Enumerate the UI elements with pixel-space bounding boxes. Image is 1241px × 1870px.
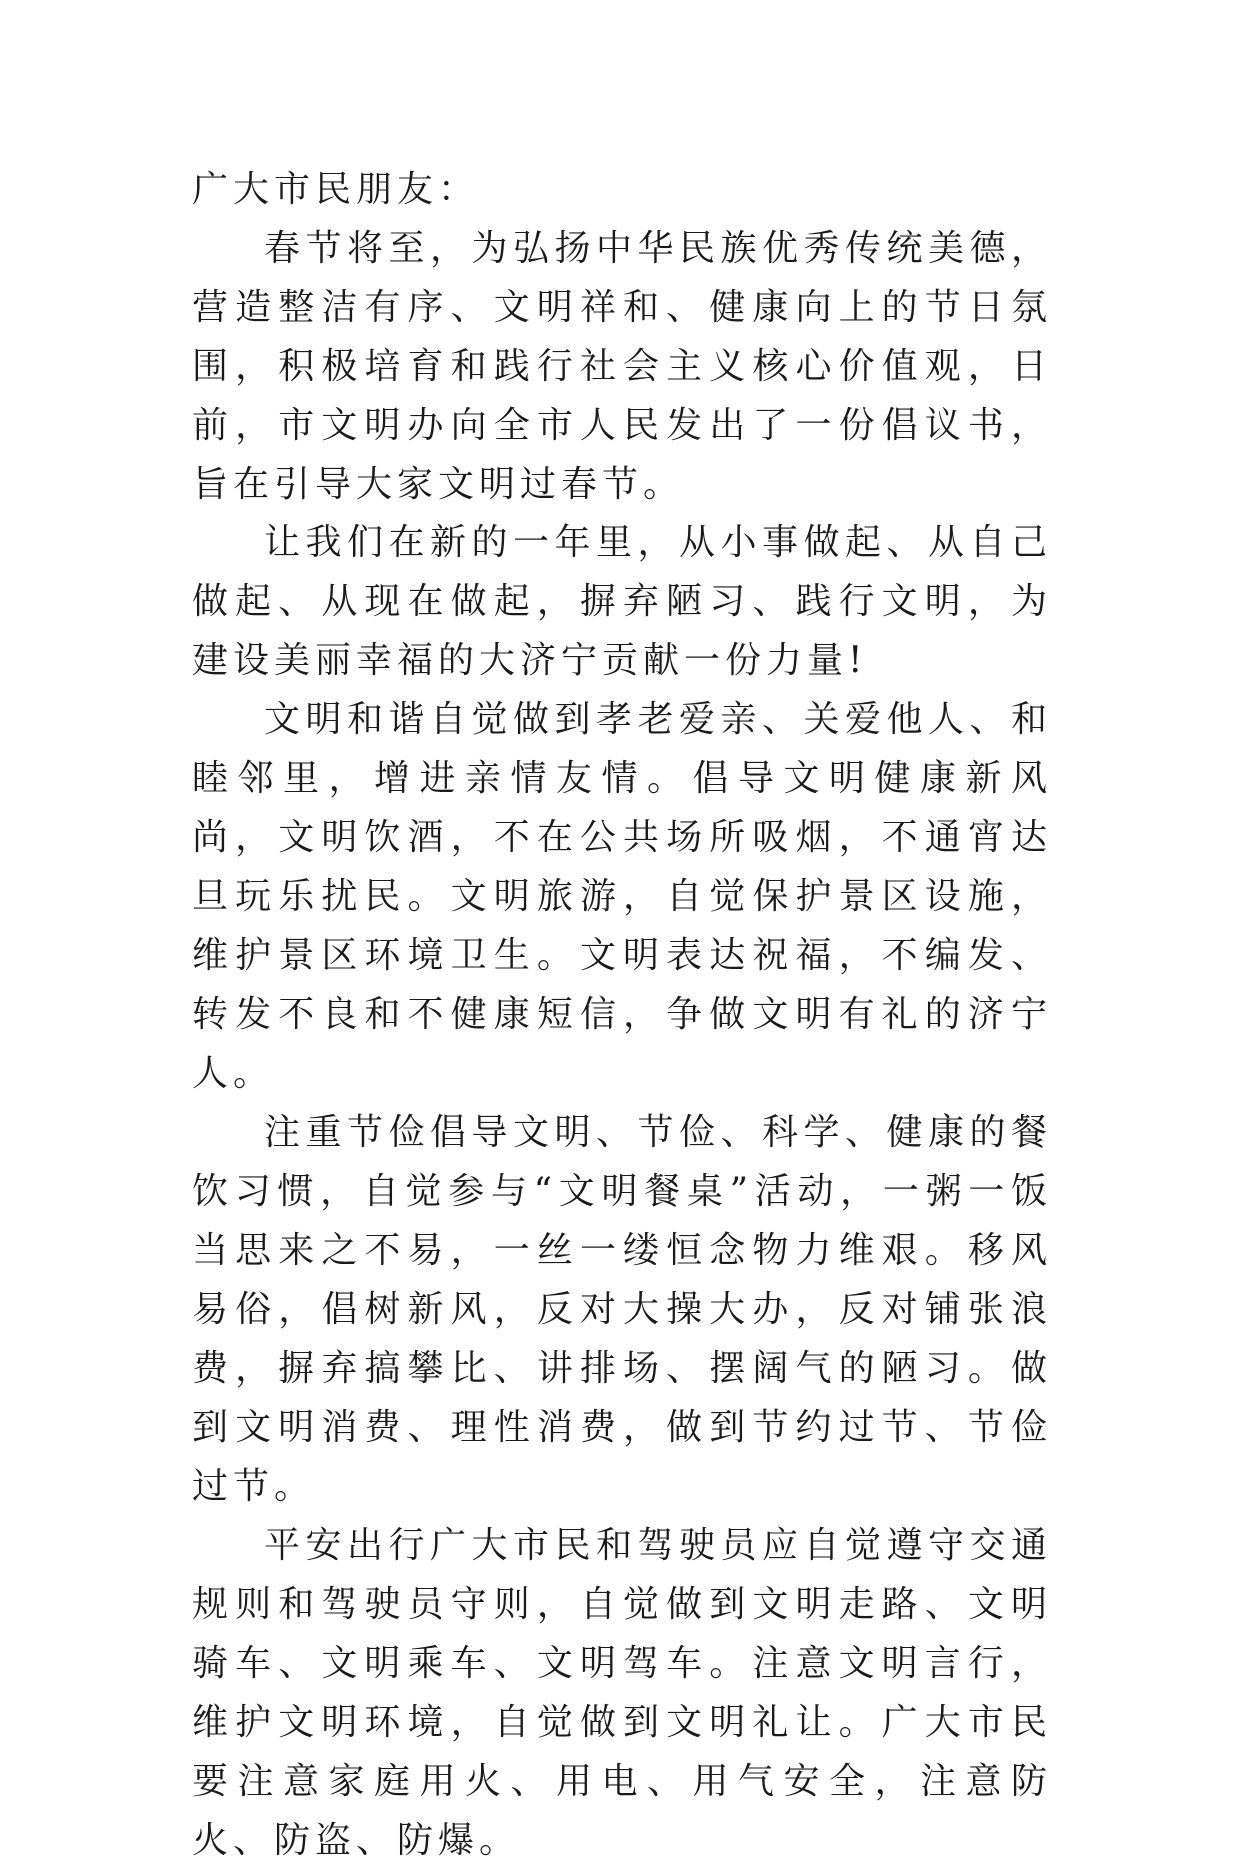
intro-section: [192, 219, 1052, 514]
paragraph-frugality: 注重节俭倡导文明、节俭、科学、健康的餐饮习惯，自觉参与“文明餐桌”活动，一粥一饭当思来之不易，一丝一缕恒念物力维艰。移风易俗，倡树新风，反对大操大办，反对铺张浪费，摒弃搞攀比、讲排场、摆阔气的陋习。做到文明消费、理性消费，做到节约过节、节俭过节。: [192, 1112, 1052, 1507]
paragraph-safe-travel: 平安出行广大市民和驾驶员应自觉遵守交通规则和驾驶员守则，自觉做到文明走路、文明骑车、文明乘车、文明驾车。注意文明言行，维护文明环境，自觉做到文明礼让。广大市民要注意家庭用火、用电、用气安全，注意防火、防盗、防爆。: [192, 1525, 1052, 1861]
paragraph-call-to-action: 让我们在新的一年里，从小事做起、从自己做起、从现在做起，摒弃陋习、践行文明，为建设美丽幸福的大济宁贡献一份力量!: [192, 522, 1052, 681]
greeting: 广大市民朋友：: [192, 169, 480, 210]
intro-paragraph: 春节将至，为弘扬中华民族优秀传统美德，营造整洁有序、文明祥和、健康向上的节日氛围，积极培育和践行社会主义核心价值观，日前，市文明办向全市人民发出了一份倡议书，旨在引导大家文明过春节。: [192, 228, 1052, 505]
body-section: [192, 513, 1052, 1870]
paragraph-civility-harmony: 文明和谐自觉做到孝老爱亲、关爱他人、和睦邻里，增进亲情友情。倡导文明健康新风尚，文明饮酒，不在公共场所吸烟，不通宵达旦玩乐扰民。文明旅游，自觉保护景区设施，维护景区环境卫生。文明表达祝福，不编发、转发不良和不健康短信，争做文明有礼的济宁人。: [192, 699, 1052, 1094]
